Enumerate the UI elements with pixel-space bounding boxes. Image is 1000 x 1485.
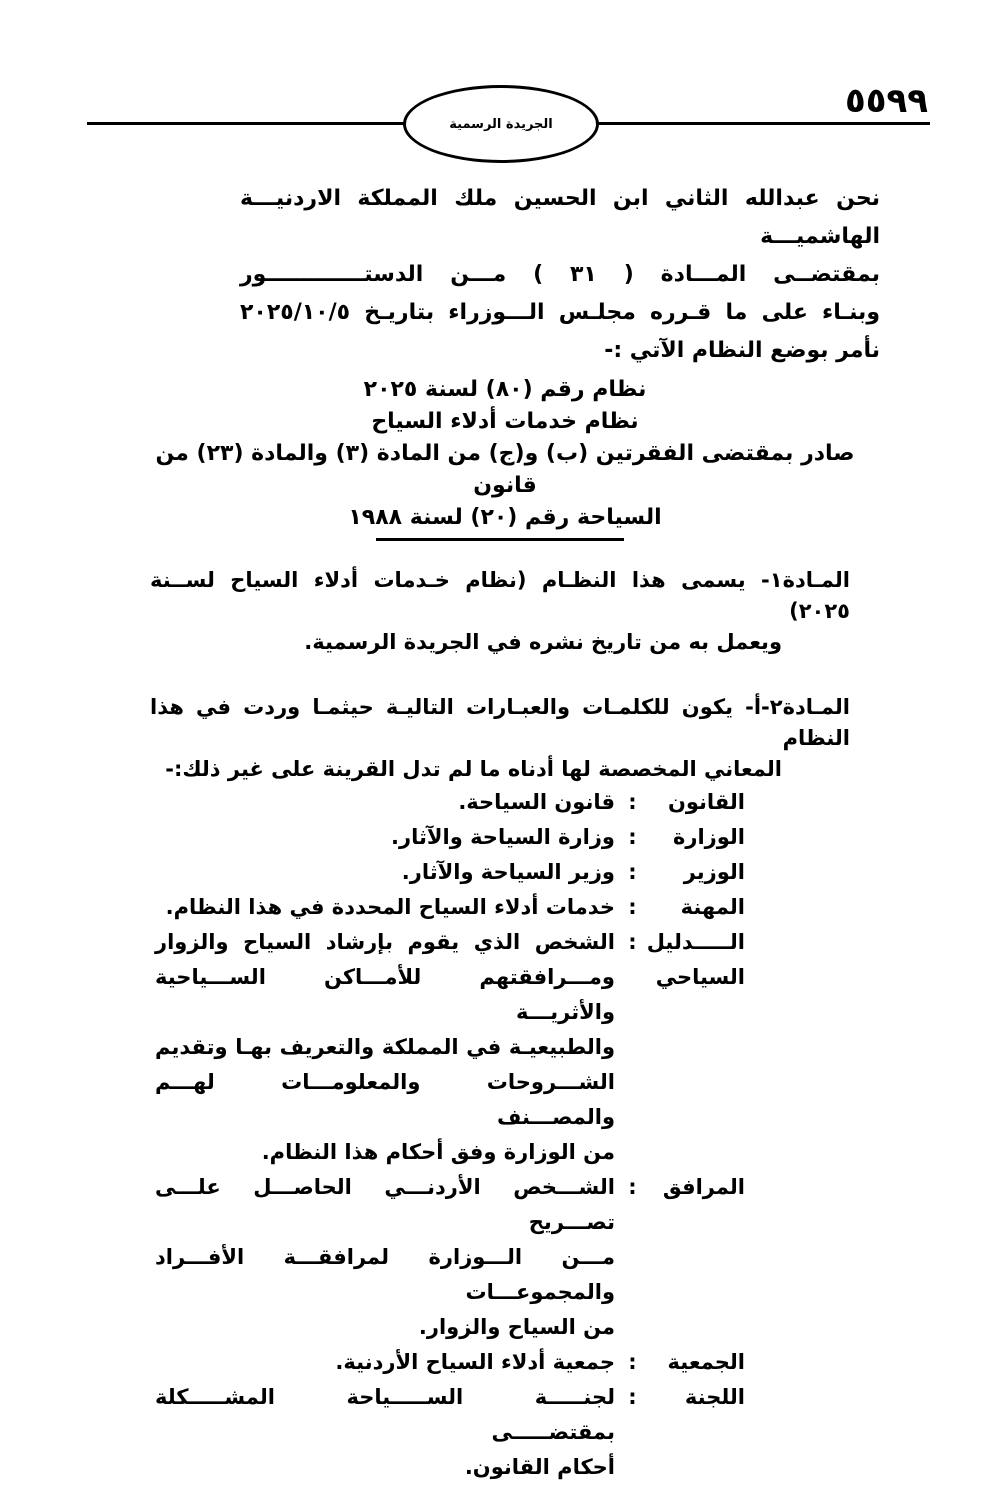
definition-item: [155, 1170, 745, 1345]
definition-colon: :: [628, 825, 637, 849]
definition-term: اللجنة: [684, 1385, 745, 1409]
definition-colon: :: [628, 930, 637, 954]
regulation-issued-line-2: السياحة رقم (٢٠) لسنة ١٩٨٨: [348, 505, 662, 530]
definition-line: من الوزارة وفق أحكام هذا النظام.: [261, 1140, 615, 1164]
article-2: [150, 692, 850, 785]
definition-term: الوزير: [683, 860, 745, 884]
definition-text: [155, 1345, 615, 1380]
definition-text: [155, 925, 615, 1170]
definition-line: لجنـــــة الســـــياحة المشـــــكلة بمقتضـــــى: [155, 1385, 615, 1444]
article-2-line-2: المعاني المخصصة لها أدناه ما لم تدل القرينة على غير ذلك:-: [165, 757, 782, 781]
decree-line-3: وبنـاء على ما قـرره مجلـس الـــوزراء بتاريـخ ٢٠٢٥/١٠/٥: [240, 300, 880, 325]
royal-decree: [240, 180, 880, 370]
definition-term: القانون: [667, 790, 745, 814]
article-1: [150, 565, 850, 658]
definition-text: [155, 1170, 615, 1345]
definition-text: [155, 785, 615, 820]
definition-colon: :: [628, 1385, 637, 1409]
definition-line: والطبيعيـة في المملكة والتعريف بهـا وتقديم: [155, 1035, 615, 1059]
decree-line-1: نحن عبدالله الثاني ابن الحسين ملك المملكة الاردنيـــة الهاشميـــة: [240, 186, 880, 249]
definition-item: [155, 1380, 745, 1485]
page-number: ٥٥٩٩: [845, 81, 929, 121]
definition-line: ومـــرافقتهم للأمـــاكن الســـياحية والأثريـــة: [155, 965, 615, 1024]
definition-item: [155, 890, 745, 925]
regulation-issued-line-1: صادر بمقتضى الفقرتين (ب) و(ج) من المادة (٣) والمادة (٢٣) من قانون: [155, 441, 855, 498]
article-1-line-2: ويعمل به من تاريخ نشره في الجريدة الرسمية.: [304, 630, 782, 654]
definition-text: [155, 820, 615, 855]
definition-colon: :: [628, 1350, 637, 1374]
definition-text: [155, 1380, 615, 1485]
definition-term: الوزارة: [672, 825, 745, 849]
definition-term: الـــــدليل السياحي: [646, 930, 745, 989]
definition-line: الشـــخص الأردنـــي الحاصـــل علـــى تصـــريح: [155, 1175, 615, 1234]
definition-colon: :: [628, 1175, 637, 1199]
gazette-emblem: [403, 85, 599, 163]
definition-item: [155, 855, 745, 890]
definition-text: [155, 890, 615, 925]
definition-colon: :: [628, 860, 637, 884]
regulation-heading: [140, 374, 870, 534]
definition-line: مـــن الـــوزارة لمرافقـــة الأفـــراد والمجموعـــات: [155, 1245, 615, 1304]
article-1-line-1: المـادة١- يسمى هذا النظـام (نظام خـدمات أدلاء السياح لســنة ٢٠٢٥): [150, 568, 850, 623]
definition-line: قانون السياحة.: [458, 790, 615, 814]
definition-item: [155, 1345, 745, 1380]
definition-line: وزير السياحة والآثار.: [401, 860, 615, 884]
definition-line: وزارة السياحة والآثار.: [391, 825, 615, 849]
definition-text: [155, 855, 615, 890]
definition-term: الجمعية: [667, 1350, 745, 1374]
definition-line: خدمات أدلاء السياح المحددة في هذا النظام.: [165, 895, 615, 919]
decree-line-2: بمقتضــى المـــادة ( ٣١ ) مـــن الدستـــــــــــــور: [240, 262, 880, 287]
definition-item: [155, 925, 745, 1170]
gazette-label: الجريدة الرسمية: [449, 116, 553, 132]
article-2-line-1: المـادة٢-أ- يكون للكلمـات والعبـارات التاليـة حيثمـا وردت في هذا النظام: [150, 695, 850, 750]
definitions-list: [155, 785, 745, 1485]
regulation-title: نظام خدمات أدلاء السياح: [371, 409, 639, 434]
definition-line: الشـــروحات والمعلومـــات لهـــم والمصـــنف: [155, 1070, 615, 1129]
regulation-number: نظام رقم (٨٠) لسنة ٢٠٢٥: [363, 377, 647, 402]
definition-line: الشخص الذي يقوم بإرشاد السياح والزوار: [155, 930, 615, 954]
section-divider: [376, 538, 624, 541]
definition-colon: :: [628, 790, 637, 814]
definition-line: جمعية أدلاء السياح الأردنية.: [335, 1350, 615, 1374]
definition-term: المهنة: [680, 895, 745, 919]
decree-line-4: نأمر بوضع النظام الآتي :-: [604, 338, 880, 363]
definition-line: من السياح والزوار.: [418, 1315, 615, 1339]
definition-term: المرافق: [662, 1175, 745, 1199]
definition-line: أحكام القانون.: [464, 1455, 615, 1479]
definition-item: [155, 820, 745, 855]
definition-item: [155, 785, 745, 820]
definition-colon: :: [628, 895, 637, 919]
